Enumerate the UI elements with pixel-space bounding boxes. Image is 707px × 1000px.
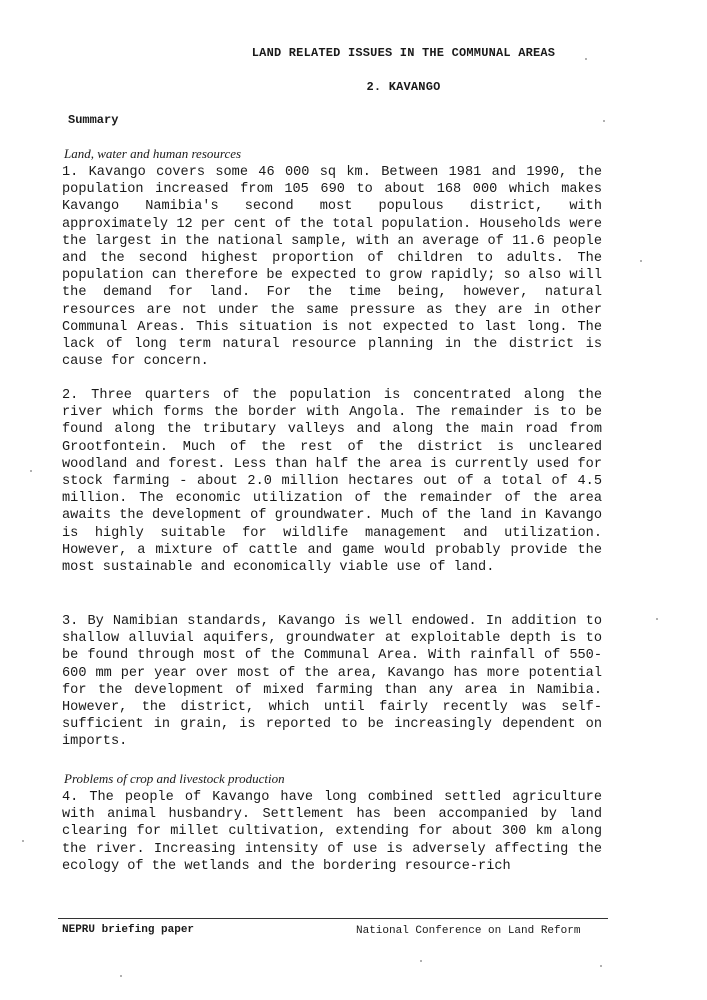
footer-left: NEPRU briefing paper [62,924,195,936]
scan-speck [656,618,658,620]
scan-speck [640,260,642,262]
scan-speck [30,470,32,472]
document-subtitle: 2. KAVANGO [366,80,441,94]
paragraph-3: 3. By Namibian standards, Kavango is well endowed. In addition to shallow alluvial aquifers, groundwater at exploitable depth is to be found through most of the Communal Area. With rainfall of 550-600 mm per year over most of the area, Kavango has more potential for the development of mixed farming than any area in Namibia. However, the district, which until fairly recently was self-sufficient in grain, is reported to be increasingly dependent on imports. [62,614,602,750]
footer-rule [58,918,608,919]
paragraph-1: 1. Kavango covers some 46 000 sq km. Between 1981 and 1990, the population increased from 105 690 to about 168 000 which makes Kavango Namibia's second most populous district, with approximately 12 per cent of the total population. Households were the largest in the national sample, with an average of 11.6 people and the second highest proportion of children to adults. The population can therefore be expected to grow rapidly; so also will the demand for land. For the time being, however, natural resources are not under the same pressure as they are in other Communal Areas. This situation is not expected to last long. The lack of long term natural resource planning in the district is cause for concern. [62,165,602,370]
paragraph-4: 4. The people of Kavango have long combined settled agriculture with animal husbandry. Settlement has been accompanied by land clearing for millet cultivation, extending for about 300 km along the river. Increasing intensity of use is adversely affecting the ecology of the wetlands and the bordering resource-rich [62,790,602,874]
scan-speck [420,960,422,962]
summary-heading: Summary [68,113,119,127]
scan-speck [603,120,605,122]
scan-speck [600,965,602,967]
scan-speck [22,840,24,842]
scan-speck [120,975,122,977]
footer-right: National Conference on Land Reform [356,925,581,937]
paragraph-2: 2. Three quarters of the population is concentrated along the river which forms the border with Angola. The remainder is to be found along the tributary valleys and along the main road from Grootfontein. Much of the rest of the district is uncleared woodland and forest. Less than half the area is currently used for stock farming - about 2.0 million hectares out of a total of 4.5 million. The economic utilization of the remainder of the area awaits the development of groundwater. Much of the land in Kavango is highly suitable for wildlife management and utilization. However, a mixture of cattle and game would probably provide the most sustainable and economically viable use of land. [62,388,602,576]
section-heading-land-water: Land, water and human resources [64,146,242,161]
document-title: LAND RELATED ISSUES IN THE COMMUNAL AREAS [251,46,556,60]
section-heading-crop-livestock: Problems of crop and livestock production [64,771,285,786]
scan-speck [585,58,587,60]
